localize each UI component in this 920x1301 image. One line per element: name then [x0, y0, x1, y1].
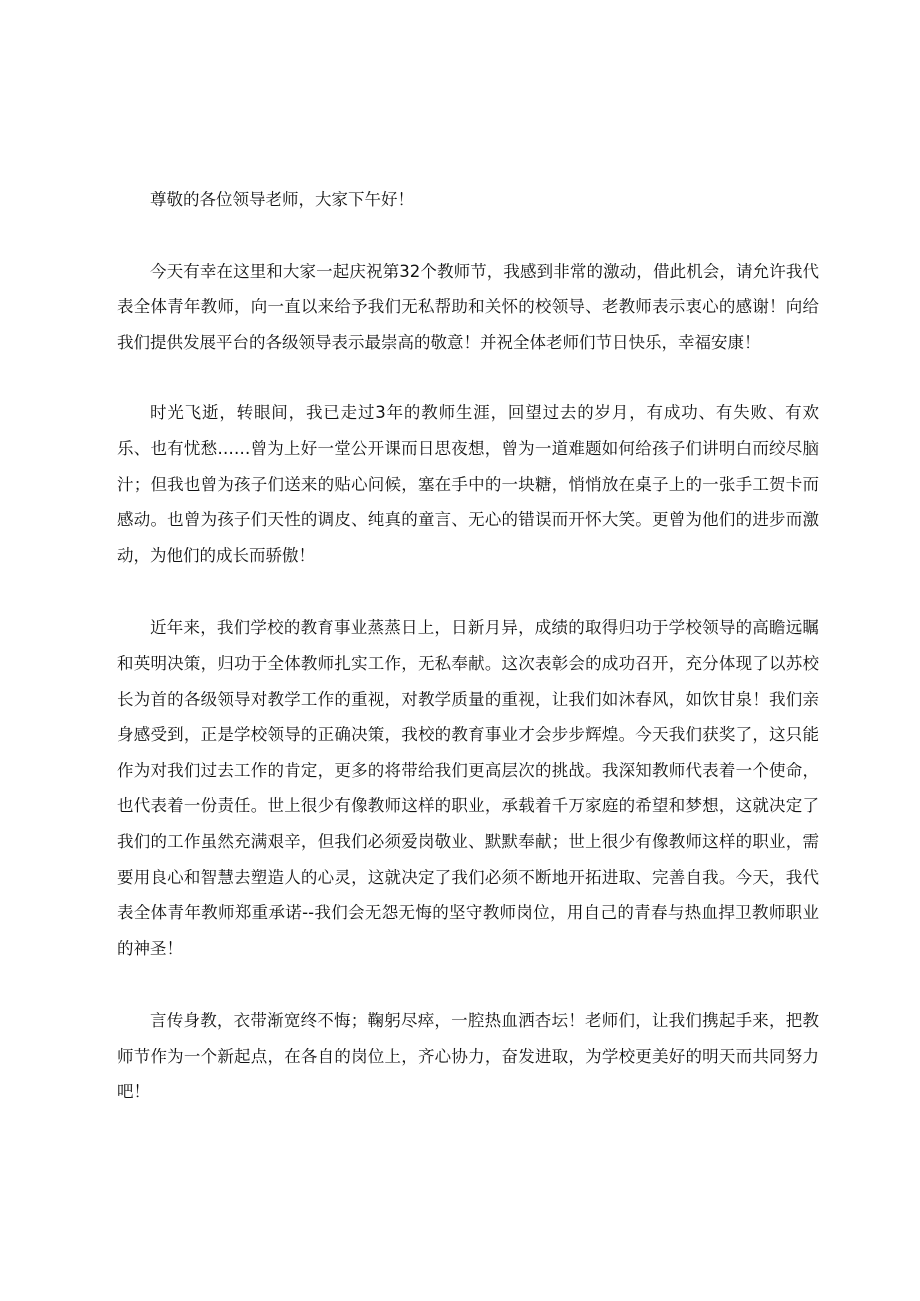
paragraph-opening: 今天有幸在这里和大家一起庆祝第32个教师节，我感到非常的激动，借此机会，请允许我代表全体青年教师，向一直以来给予我们无私帮助和关怀的校领导、老教师表示衷心的感谢！向给我们提供发展平台的各级领导表示最崇高的敬意！并祝全体老师们节日快乐，幸福安康！: [117, 261, 819, 352]
speech-body: [117, 182, 819, 1110]
greeting-line: 尊敬的各位领导老师，大家下午好！: [150, 190, 414, 209]
paragraph-achievement: 近年来，我们学校的教育事业蒸蒸日上，日新月异，成绩的取得归功于学校领导的高瞻远瞩和英明决策，归功于全体教师扎实工作，无私奉献。这次表彰会的成功召开，充分体现了以苏校长为首的各级领导对教学工作的重视，对教学质量的重视，让我们如沐春风，如饮甘泉！我们亲身感受到，正是学校领导的正确决策，我校的教育事业才会步步辉煌。今天我们获奖了，这只能作为对我们过去工作的肯定，更多的将带给我们更高层次的挑战。我深知教师代表着一个使命，也代表着一份责任。世上很少有像教师这样的职业，承载着千万家庭的希望和梦想，这就决定了我们的工作虽然充满艰辛，但我们必须爱岗敬业、默默奉献；世上很少有像教师这样的职业，需要用良心和智慧去塑造人的心灵，这就决定了我们必须不断地开拓进取、完善自我。今天，我代表全体青年教师郑重承诺--我们会无怨无悔的坚守教师岗位，用自己的青春与热血捍卫教师职业的神圣！: [117, 618, 819, 958]
paragraph-closing: 言传身教，衣带渐宽终不悔；鞠躬尽瘁，一腔热血洒杏坛！老师们，让我们携起手来，把教师节作为一个新起点，在各自的岗位上，齐心协力，奋发进取，为学校更美好的明天而共同努力吧！: [117, 1011, 819, 1102]
paragraph-reflection: 时光飞逝，转眼间，我已走过3年的教师生涯，回望过去的岁月，有成功、有失败、有欢乐、也有忧愁……曾为上好一堂公开课而日思夜想，曾为一道难题如何给孩子们讲明白而绞尽脑汁；但我也曾为孩子们送来的贴心问候，塞在手中的一块糖，悄悄放在桌子上的一张手工贺卡而感动。也曾为孩子们天性的调皮、纯真的童言、无心的错误而开怀大笑。更曾为他们的进步而激动，为他们的成长而骄傲！: [117, 403, 819, 565]
